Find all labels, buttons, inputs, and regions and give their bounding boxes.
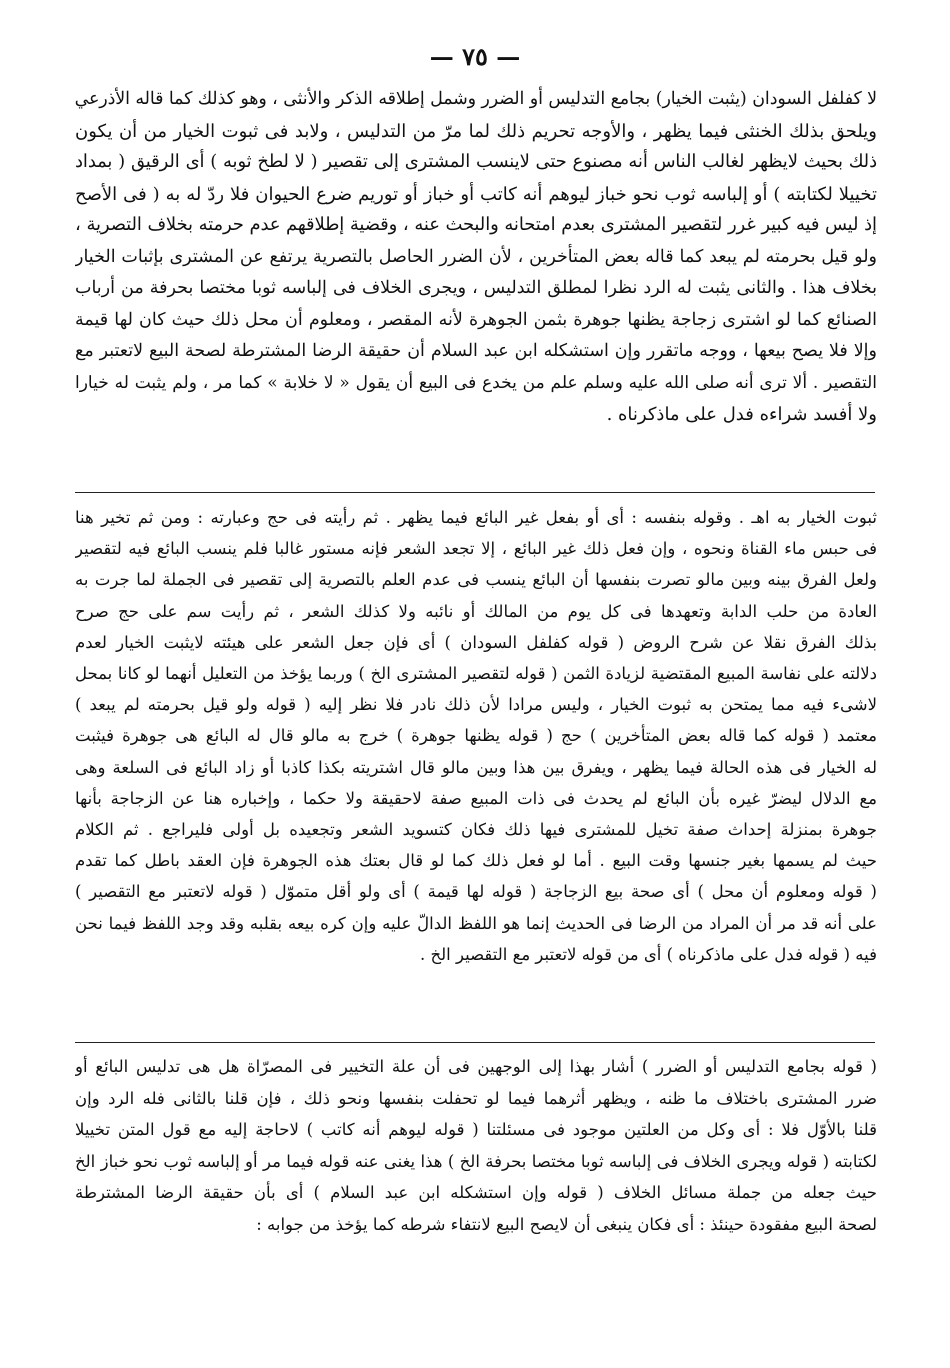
main-text-line: التقصير . ألا ترى أنه صلى الله عليه وسلم علم من يخدع فى البيع أن يقول « لا خلابة » كما مر ، ولم يثبت له خيارا (75, 372, 877, 393)
commentary-block-1 (75, 502, 877, 970)
commentary-line: جوهرة بمنزلة إحداث صفة تخيل للمشترى فيها ذلك فكان كتسويد الشعر وتجعيده بل أولى فليراجع . ثم الكلام (75, 820, 877, 840)
main-text-line: إذ ليس فيه كبير غرر لتقصير المشترى بعدم امتحانه والبحث عنه ، وقضية إطلاقهم عدم حرمته بخلاف التصرية ، (75, 215, 877, 235)
commentary-line: ضرر المشترى باختلاف ما ظنه ، ويظهر أثرهما فيما لو تحفلت بنفسها ونحو ذلك ، فإن قلنا بالثانى فله الرد وإن (75, 1088, 877, 1108)
commentary-line: لاشىء فيه مما يمتحن به ثبوت الخيار ، وليس مرادا لأن ذلك نادر فلا نظر إليه ( قوله ولو قيل بحرمته لم يبعد ) (75, 695, 877, 715)
commentary-line: له الخيار فى هذه الحالة فيما يظهر ، ويفرق بين هذا وبين مالو قال اشتريته بكذا كاذبا أو زاد البائع فى السلعة وهى (75, 757, 877, 777)
commentary-line: فى حبس ماء القناة ونحوه ، وإن فعل ذلك غير البائع ، إلا تجعد الشعر فإنه مستور غالبا فلم ينسب البائع فيه لتقصير (75, 539, 877, 559)
commentary-line: ( قوله بجامع التدليس أو الضرر ) أشار بهذا إلى الوجهين فى أن علة التخيير فى المصرّاة هل هى تدليس البائع أو (75, 1057, 877, 1076)
main-text-line: بخلاف هذا . والثانى يثبت له الرد نظرا لمطلق التدليس ، ويجرى الخلاف فى إلباسه ثوبا مختصا بحرفة من أرباب (75, 278, 877, 298)
main-text-line: ويلحق بذلك الخنثى فيما يظهر ، والأوجه تحريم ذلك لما مرّ من التدليس ، ولابد فى ثبوت الخيار من أن يكون (75, 120, 877, 142)
main-text-line: ولو قيل بحرمته لم يبعد كما قاله بعض المتأخرين ، لأن الضرر الحاصل بالتصرية يرتفع عن المشترى بإثبات الخيار (75, 246, 877, 267)
commentary-line: ( قوله ومعلوم أن محل ) أى صحة بيع الزجاجة ( قوله لها قيمة ) أى ولو أقل متموّل ( قوله لاتعتبر مع التقصير ) (75, 882, 877, 902)
commentary-line: دلالته على نفاسة المبيع المقتضية لزيادة الثمن ( قوله لتقصير المشترى الخ ) وربما يؤخذ من التعليل أنهما لو كانا بمحل (75, 664, 877, 684)
commentary-block-2 (75, 1051, 877, 1240)
commentary-line: حيث جعله من جملة مسائل الخلاف ( قوله وإن استشكله ابن عبد السلام ) أى بأن حقيقة الرضا المشترطة (75, 1183, 877, 1202)
main-text-line: لا كفلفل السودان (يثبت الخيار) بجامع التدليس أو الضرر وشمل إطلاقه الذكر والأنثى ، وهو كذلك كما قاله الأذرعي (75, 89, 877, 109)
commentary-line: فيه ( قوله فدل على ماذكرناه ) أى من قوله لاتعتبر مع التقصير الخ . (420, 944, 877, 964)
commentary-line: مع الدلال ليضرّ غيره بأن البائع لم يحدث فى ذات المبيع صفة لاحقيقة ولا حكما ، وإخباره هنا عن الزجاجة بأنها (75, 788, 877, 808)
main-text-line: ذلك بحيث لايظهر لغالب الناس أنه مصنوع حتى لاينسب المشترى إلى تقصير ( لا لطخ ثوبه ) أى الرقيق ( بمداد (75, 152, 877, 172)
commentary-line: قلنا بالأوّل فلا : أى وكل من العلتين موجود فى مسئلتنا ( قوله ليوهم أنه كاتب ) لاحاجة إليه مع قول المتن تخييلا (75, 1120, 877, 1139)
commentary-line: معتمد ( قوله كما قاله بعض المتأخرين ) حج ( قوله يظنها جوهرة ) خرج به مالو قال له البائع هى جوهرة فيثبت (75, 726, 877, 746)
commentary-line: العادة من حلب الدابة وتعهدها فى كل يوم من المالك أو نائبه ولا كذلك الشعر ، ثم رأيت سم على حج صرح (75, 601, 877, 621)
footnote-divider-2 (75, 1042, 875, 1043)
main-text-block (75, 84, 877, 431)
page-number: — ٧٥ — (429, 42, 521, 71)
commentary-line: حيث لم يسمها بغير جنسها وقت البيع . أما لو فعل ذلك كما لو قال بعتك هذه الجوهرة فإن العقد باطل كما تقدم (75, 851, 877, 871)
commentary-line: على أنه قد مر أن المراد من الرضا فى الحديث إنما هو اللفظ الدالّ عليه وإن كره بيعه بقلبه وقد وجد اللفظ فيما نحن (75, 913, 877, 933)
main-text-line: الصنائع كما لو اشترى زجاجة يظنها جوهرة بثمن الجوهرة لأنه المقصر ، ومعلوم أن محل ذلك حيث كان لها قيمة (75, 309, 877, 330)
commentary-line: ولعل الفرق بينه وبين مالو تصرت بنفسها أن البائع ينسب فى عدم العلم بالتصرية إلى تقصير فى الجملة لما جرت به (75, 570, 877, 590)
main-text-line: ولا أفسد شراءه فدل على ماذكرناه . (606, 404, 877, 425)
main-text-line: تخييلا لكتابته ) أو إلباسه ثوب نحو خباز ليوهم أنه كاتب أو خباز أو توريم ضرع الحيوان فلا ردّ له به ( فى الأصح (75, 183, 877, 205)
footnote-divider-1 (75, 492, 875, 493)
main-text-line: وإلا فلا يصح بيعها ، ووجه ماتقرر وإن استشكله ابن عبد السلام أن حقيقة الرضا المشترطة لصحة البيع لاتعتبر مع (75, 341, 877, 361)
commentary-line: لصحة البيع مفقودة حينئذ : أى فكان ينبغى أن لايصح البيع لانتفاء شرطه كما يؤخذ من جوابه : (256, 1214, 877, 1234)
commentary-line: ثبوت الخيار به اهـ . وقوله بنفسه : أى أو بفعل غير البائع فيما يظهر . ثم رأيته فى حج وعبارته : ومن ثم تخير هنا (75, 508, 877, 527)
commentary-line: بذلك الفرق نقلا عن شرح الروض ( قوله كفلفل السودان ) أى فإن جعل الشعر على هيئته لايثبت الخيار لعدم (75, 632, 877, 652)
commentary-line: لكتابته ( قوله ويجرى الخلاف فى إلباسه ثوبا مختصا بحرفة الخ ) هذا يغنى عنه قوله فيما مر أو إلباسه ثوب نحو خباز الخ (75, 1151, 877, 1171)
